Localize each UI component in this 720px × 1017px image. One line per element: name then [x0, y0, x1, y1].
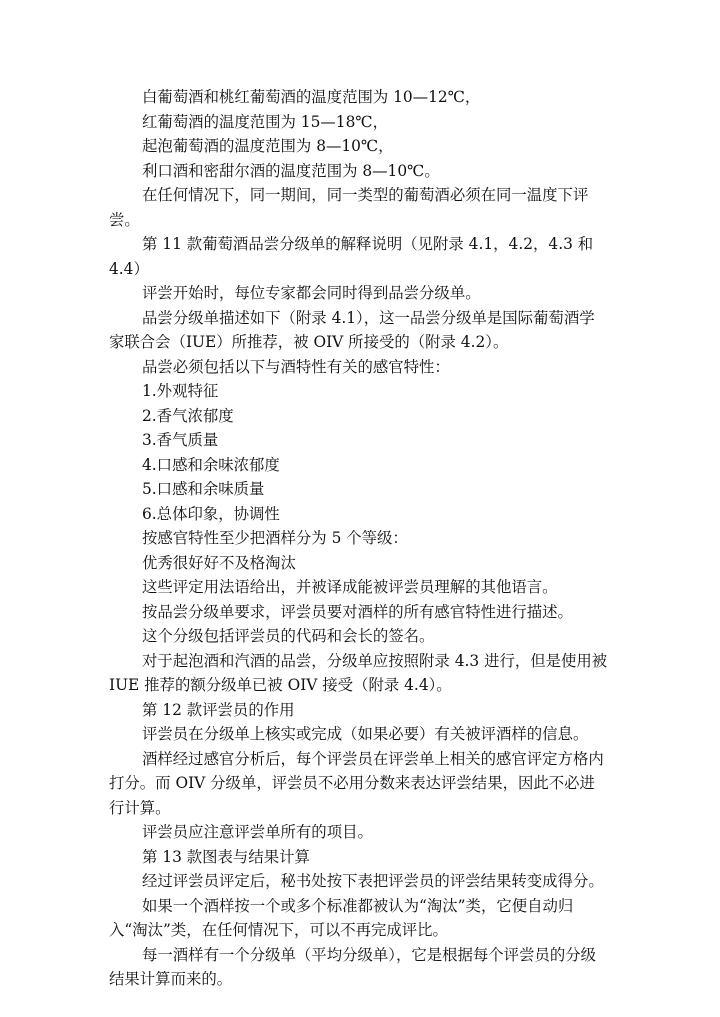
paragraph-sparkling-sheet: 对于起泡酒和汽酒的品尝，分级单应按照附录 4.3 进行，但是使用被 IUE 推荐的额分级单已被 OIV 接受（附录 4.4）。 — [109, 651, 608, 694]
paragraph-describe-traits: 按品尝分级单要求，评尝员要对酒样的所有感官特性进行描述。 — [142, 602, 573, 621]
paragraph-sensory-traits: 品尝必须包括以下与酒特性有关的感官特性： — [142, 357, 450, 376]
paragraph-temp-red: 红葡萄酒的温度范围为 15—18℃， — [142, 112, 388, 131]
heading-article-12: 第 12 款评尝员的作用 — [142, 700, 295, 719]
paragraph-french-terms: 这些评定用法语给出，并被译成能被评尝员理解的其他语言。 — [142, 578, 558, 596]
list-item-aroma-quality: 3.香气质量 — [142, 431, 219, 449]
paragraph-sheet-description: 品尝分级单描述如下（附录 4.1），这一品尝分级单是国际葡萄酒学家联合会（IUE）所推荐，被 OIV 所接受的（附录 4.2）。 — [109, 308, 595, 351]
paragraph-temp-white-rose: 白葡萄酒和桃红葡萄酒的温度范围为 10—12℃， — [142, 88, 481, 106]
paragraph-convert-scores: 经过评尝员评定后，秘书处按下表把评尝员的评尝结果转变成得分。 — [142, 872, 604, 890]
list-item-appearance: 1.外观特征 — [142, 382, 219, 400]
list-item-overall-impression: 6.总体印象，协调性 — [142, 504, 280, 523]
paragraph-grade-names: 优秀很好好不及格淘汰 — [142, 553, 296, 572]
list-item-aroma-intensity: 2.香气浓郁度 — [142, 406, 234, 425]
paragraph-eliminated: 如果一个酒样按一个或多个标准都被认为“淘汰”类，它便自动归入“淘汰”类，在任何情况下，可以不再完成评比。 — [109, 896, 574, 939]
paragraph-temp-liqueur: 利口酒和密甜尔酒的温度范围为 8—10℃。 — [142, 161, 440, 180]
list-item-palate-quality: 5.口感和余味质量 — [142, 480, 265, 498]
heading-article-11: 第 11 款葡萄酒品尝分级单的解释说明（见附录 4.1，4.2，4.3 和 4.4） — [109, 235, 594, 278]
paragraph-code-signature: 这个分级包括评尝员的代码和会长的签名。 — [142, 627, 435, 645]
list-item-palate-intensity: 4.口感和余味浓郁度 — [142, 455, 280, 474]
paragraph-tasting-start: 评尝开始时，每位专家都会同时得到品尝分级单。 — [142, 284, 481, 302]
paragraph-attention: 评尝员应注意评尝单所有的项目。 — [142, 823, 373, 841]
paragraph-same-temperature: 在任何情况下，同一期间，同一类型的葡萄酒必须在同一温度下评尝。 — [109, 186, 589, 229]
paragraph-temp-sparkling: 起泡葡萄酒的温度范围为 8—10℃， — [142, 137, 394, 155]
paragraph-five-grades: 按感官特性至少把酒样分为 5 个等级： — [142, 529, 408, 547]
heading-article-13: 第 13 款图表与结果计算 — [142, 847, 310, 866]
paragraph-verify-info: 评尝员在分级单上核实或完成（如果必要）有关被评酒样的信息。 — [142, 725, 589, 743]
paragraph-average-sheet: 每一酒样有一个分级单（平均分级单），它是根据每个评尝员的分级结果计算而来的。 — [109, 945, 597, 988]
document-body — [109, 85, 609, 992]
paragraph-scoring: 酒样经过感官分析后，每个评尝员在评尝单上相关的感官评定方格内打分。而 OIV 分级单，评尝员不必用分数来表达评尝结果，因此不必进行计算。 — [109, 749, 604, 817]
